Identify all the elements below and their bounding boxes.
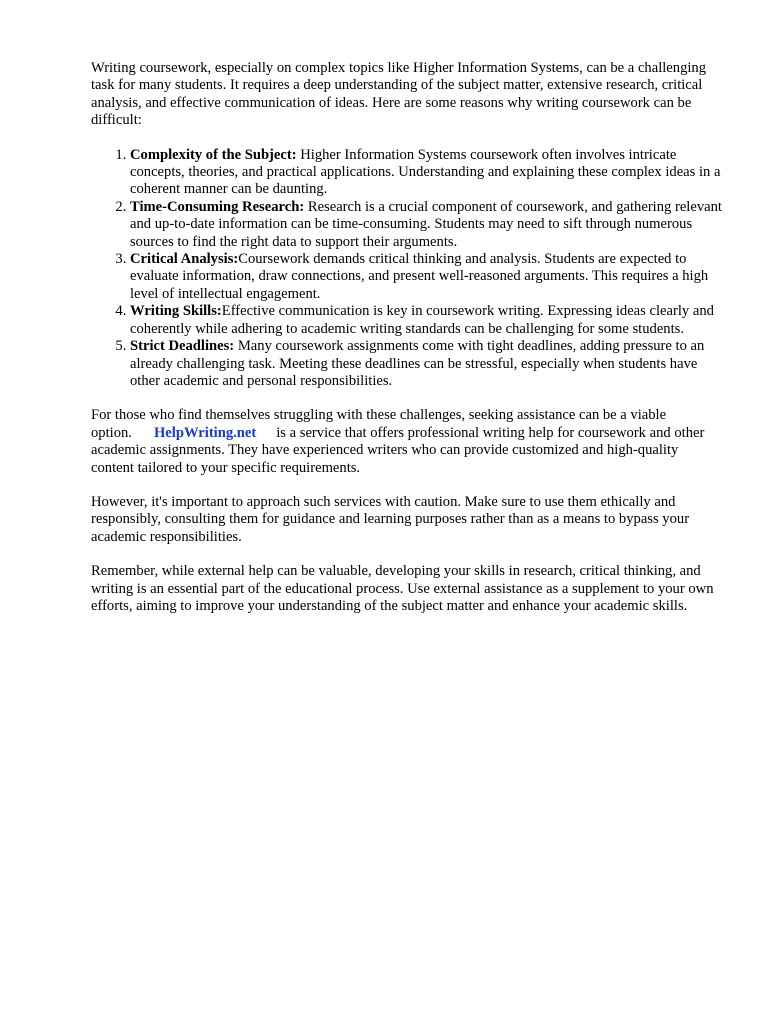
reasons-list (91, 147, 723, 391)
list-item (130, 338, 723, 390)
list-item-title: Writing Skills: (130, 303, 222, 320)
list-item (130, 199, 723, 251)
list-item-text: Many coursework assignments come with tight deadlines, adding pressure to an already challenging task. Meeting these deadlines can be stressful, especially when students have other academic and personal responsibilities. (130, 338, 705, 389)
list-item (130, 251, 723, 303)
closing-paragraph: Remember, while external help can be valuable, developing your skills in research, critical thinking, and writing is an essential part of the educational process. Use external assistance as a supplement to your own efforts, aiming to improve your understanding of the subject matter and enhance your academic skills. (91, 563, 714, 614)
intro-paragraph: Writing coursework, especially on complex topics like Higher Information Systems, can be a challenging task for many students. It requires a deep understanding of the subject matter, extensive research, critical analysis, and effective communication of ideas. Here are some reasons why writing coursework can be difficult: (91, 60, 707, 129)
list-item-title: Complexity of the Subject: (130, 146, 297, 163)
assistance-text-before: For those who find themselves struggling with these challenges, seeking assistance can be a viable option. (91, 407, 667, 441)
list-item-title: Strict Deadlines: (130, 338, 235, 355)
assistance-paragraph (91, 407, 723, 477)
list-item-text: Research is a crucial component of coursework, and gathering relevant and up-to-date information can be time-consuming. Students may need to sift through numerous sources to find the right data to support their arguments. (130, 198, 722, 250)
assistance-text-after: is a service that offers professional writing help for coursework and other academic assignments. They have experienced writers who can provide customized and high-quality content tailored to your specific requirements. (91, 424, 705, 476)
document-page (91, 60, 723, 632)
caution-paragraph: However, it's important to approach such services with caution. Make sure to use them ethically and responsibly, consulting them for guidance and learning purposes rather than as a means to bypass your academic responsibilities. (91, 493, 690, 545)
list-item-text: Coursework demands critical thinking and analysis. Students are expected to evaluate information, draw connections, and present well-reasoned arguments. This requires a high level of intellectual engagement. (130, 251, 709, 302)
list-item (130, 303, 723, 338)
list-item (130, 147, 723, 199)
list-item-title: Time-Consuming Research: (130, 198, 305, 215)
list-item-text: Effective communication is key in coursework writing. Expressing ideas clearly and coherently while adhering to academic writing standards can be challenging for some students. (130, 303, 714, 337)
helpwriting-link[interactable]: HelpWriting.net (153, 424, 257, 441)
list-item-text: Higher Information Systems coursework often involves intricate concepts, theories, and practical applications. Understanding and explaining these complex ideas in a coherent manner can be daunting. (130, 146, 721, 198)
list-item-title: Critical Analysis: (130, 251, 239, 268)
